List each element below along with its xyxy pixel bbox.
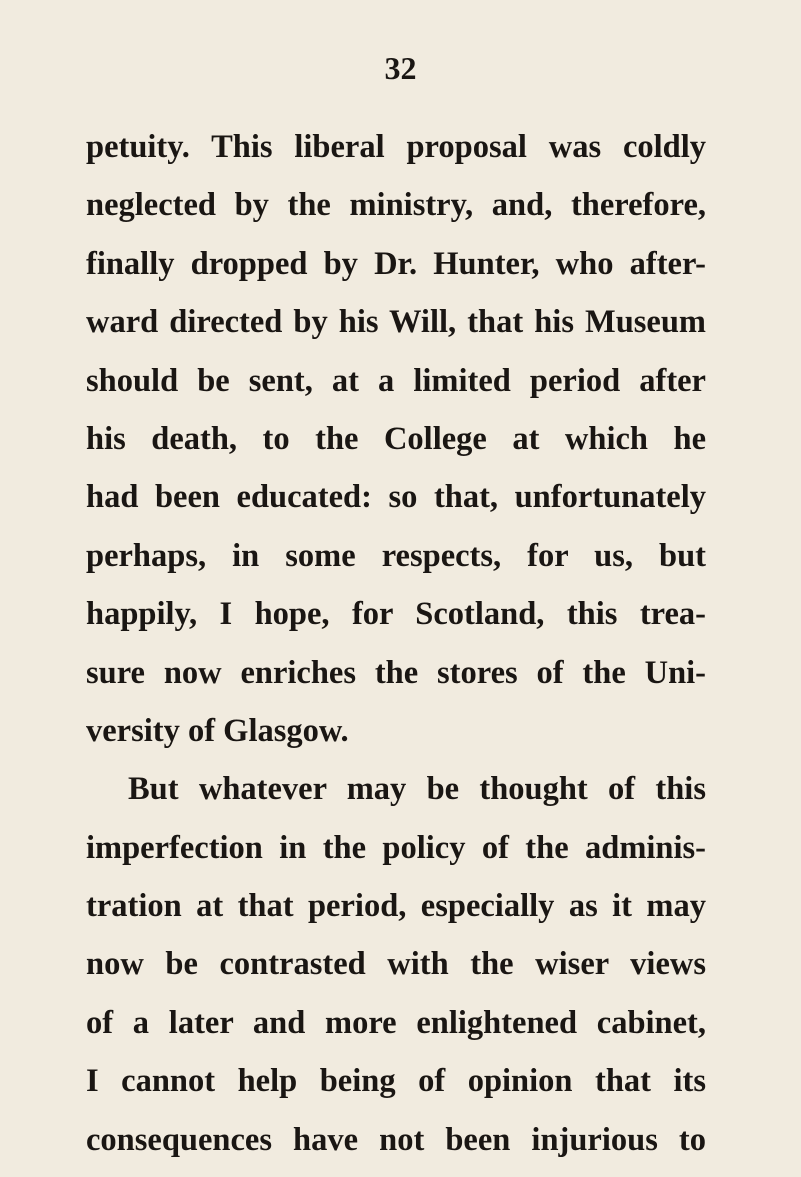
- text-line: consequences have not been injurious to: [86, 1121, 706, 1158]
- text-line: I cannot help being of opinion that its: [86, 1063, 706, 1100]
- page-number: 32: [384, 50, 417, 86]
- text-line: of a later and more enlightened cabinet,: [86, 1004, 706, 1041]
- text-line: perhaps, in some respects, for us, but: [86, 537, 706, 574]
- body-text: [86, 118, 706, 1169]
- text-line-paragraph-end: versity of Glasgow.: [86, 712, 349, 749]
- text-line: had been educated: so that, unfortunately: [86, 479, 706, 516]
- text-line-paragraph-start: But whatever may be thought of this: [128, 771, 706, 808]
- text-line: now be contrasted with the wiser views: [86, 946, 706, 983]
- text-line: his death, to the College at which he: [86, 420, 706, 457]
- text-line: should be sent, at a limited period after: [86, 362, 706, 399]
- text-line: petuity. This liberal proposal was coldly: [86, 129, 706, 165]
- text-line: neglected by the ministry, and, therefore,: [86, 187, 706, 224]
- text-line: finally dropped by Dr. Hunter, who after-: [86, 245, 706, 282]
- text-line: happily, I hope, for Scotland, this trea-: [86, 596, 706, 633]
- text-line: ward directed by his Will, that his Museum: [86, 304, 706, 341]
- text-line: sure now enriches the stores of the Uni-: [86, 654, 706, 691]
- text-line: tration at that period, especially as it may: [86, 888, 706, 925]
- text-line: imperfection in the policy of the adminis-: [86, 829, 706, 866]
